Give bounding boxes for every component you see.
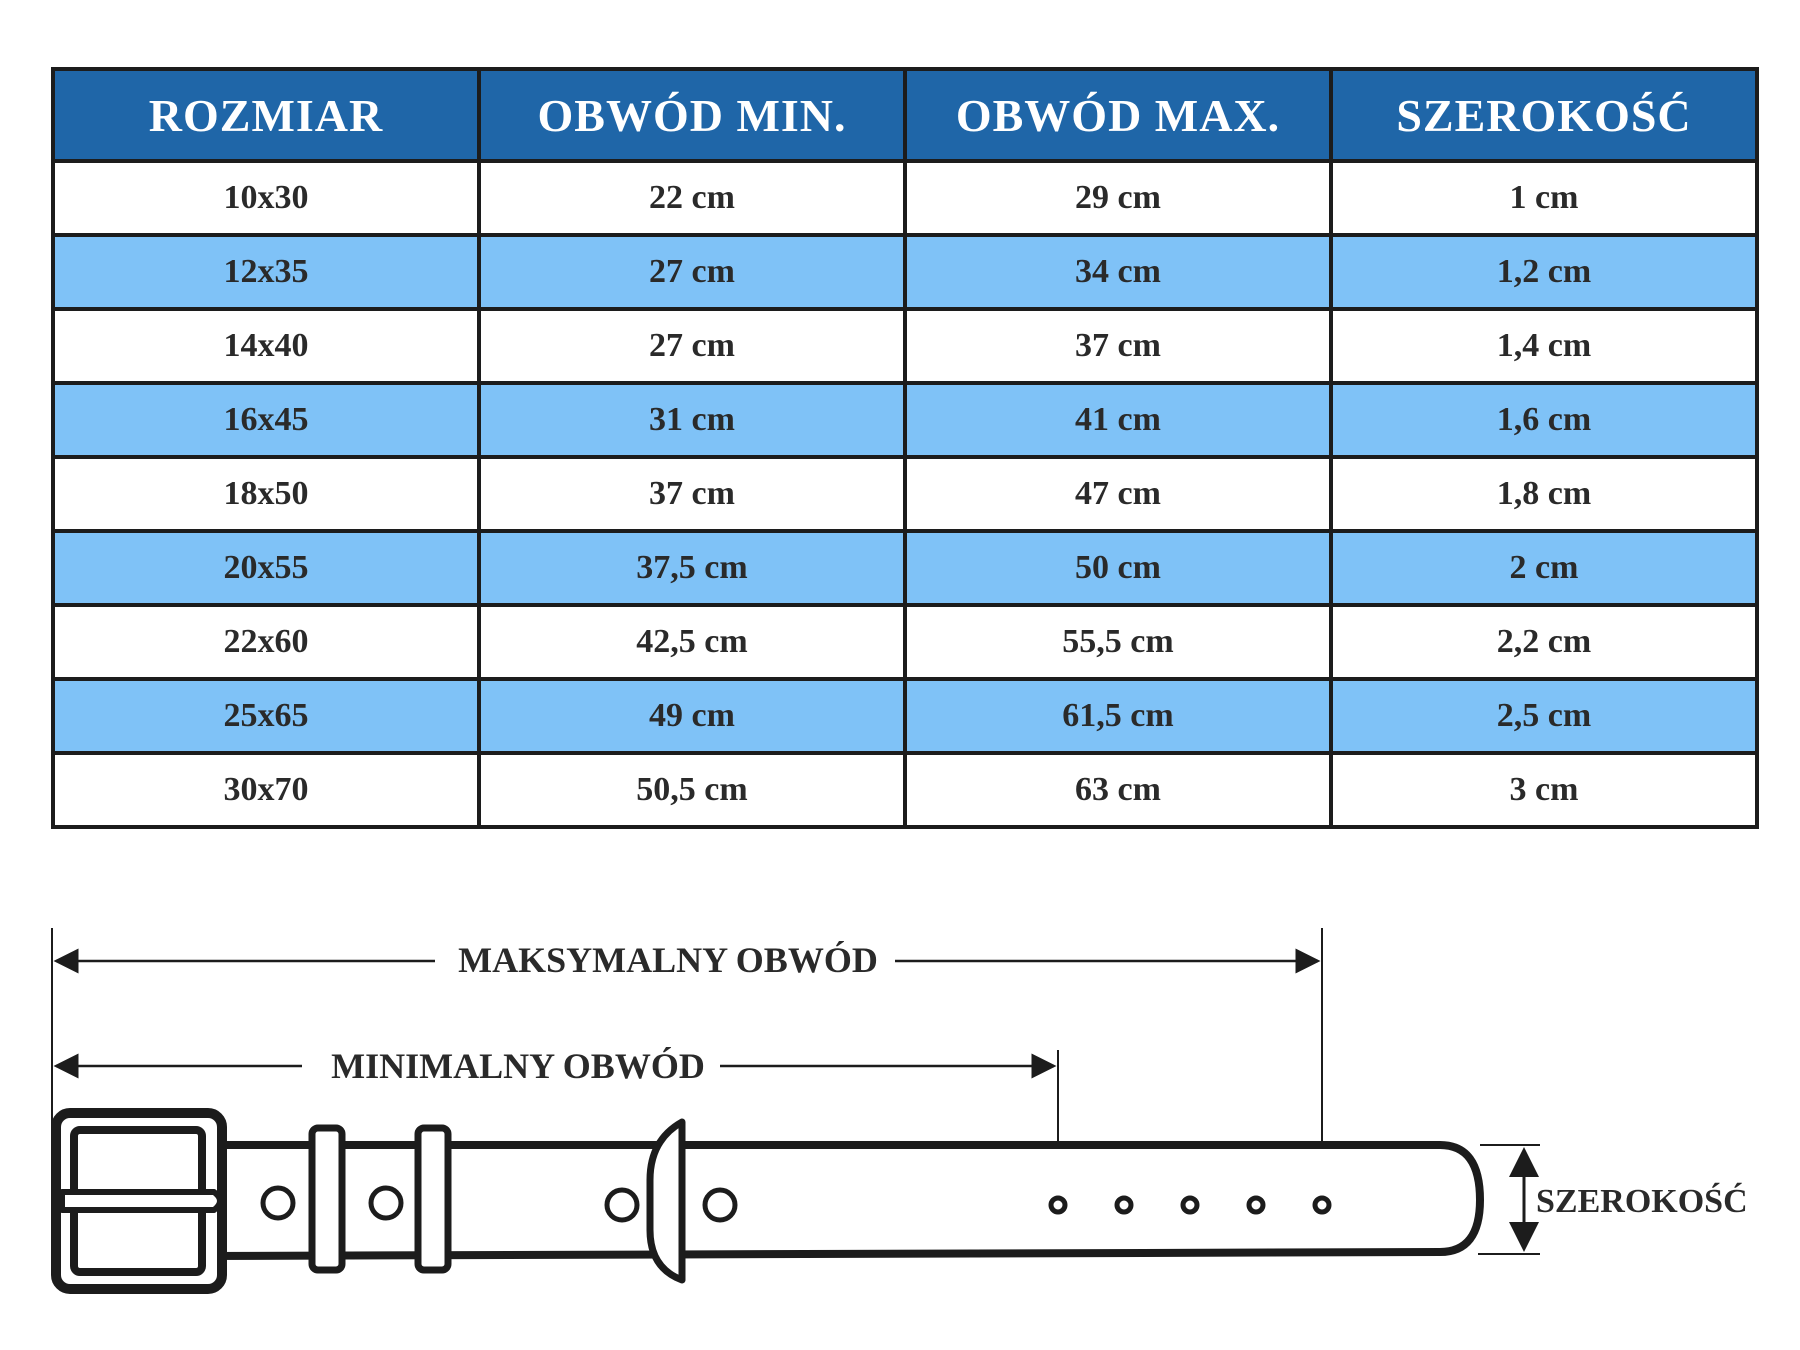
max-circumference-dimension xyxy=(56,940,1318,980)
cell-size: 22x60 xyxy=(53,605,479,679)
cell-max: 61,5 cm xyxy=(905,679,1331,753)
table-row xyxy=(53,383,1757,457)
header-min-circumference: OBWÓD MIN. xyxy=(479,69,905,161)
cell-width: 1,6 cm xyxy=(1331,383,1757,457)
table-row xyxy=(53,309,1757,383)
cell-width: 2 cm xyxy=(1331,531,1757,605)
cell-size: 14x40 xyxy=(53,309,479,383)
table-row xyxy=(53,161,1757,235)
belt-illustration xyxy=(56,1113,1480,1289)
cell-size: 12x35 xyxy=(53,235,479,309)
table-row xyxy=(53,753,1757,827)
cell-min: 37,5 cm xyxy=(479,531,905,605)
cell-max: 37 cm xyxy=(905,309,1331,383)
cell-width: 3 cm xyxy=(1331,753,1757,827)
table-row xyxy=(53,679,1757,753)
cell-width: 1,2 cm xyxy=(1331,235,1757,309)
cell-min: 31 cm xyxy=(479,383,905,457)
cell-min: 50,5 cm xyxy=(479,753,905,827)
cell-max: 47 cm xyxy=(905,457,1331,531)
keeper-loop-1 xyxy=(312,1128,342,1270)
size-table xyxy=(51,67,1759,829)
header-max-circumference: OBWÓD MAX. xyxy=(905,69,1331,161)
max-circumference-label: MAKSYMALNY OBWÓD xyxy=(458,940,878,980)
cell-size: 10x30 xyxy=(53,161,479,235)
width-label: SZEROKOŚĆ xyxy=(1536,1183,1748,1220)
header-size: ROZMIAR xyxy=(53,69,479,161)
table-row xyxy=(53,531,1757,605)
width-dimension xyxy=(1478,1145,1748,1254)
belt-strap xyxy=(200,1145,1480,1256)
cell-min: 27 cm xyxy=(479,235,905,309)
cell-max: 34 cm xyxy=(905,235,1331,309)
keeper-loop-2 xyxy=(418,1128,448,1270)
cell-min: 22 cm xyxy=(479,161,905,235)
cell-size: 16x45 xyxy=(53,383,479,457)
cell-width: 1,8 cm xyxy=(1331,457,1757,531)
min-circumference-dimension xyxy=(56,1046,1054,1086)
cell-size: 30x70 xyxy=(53,753,479,827)
cell-size: 18x50 xyxy=(53,457,479,531)
cell-max: 41 cm xyxy=(905,383,1331,457)
cell-min: 49 cm xyxy=(479,679,905,753)
table-row xyxy=(53,235,1757,309)
cell-width: 2,5 cm xyxy=(1331,679,1757,753)
cell-min: 37 cm xyxy=(479,457,905,531)
table-row xyxy=(53,605,1757,679)
table-header-row xyxy=(53,69,1757,161)
cell-width: 1 cm xyxy=(1331,161,1757,235)
header-width: SZEROKOŚĆ xyxy=(1331,69,1757,161)
cell-max: 55,5 cm xyxy=(905,605,1331,679)
cell-max: 63 cm xyxy=(905,753,1331,827)
buckle-prong xyxy=(62,1192,220,1210)
table-row xyxy=(53,457,1757,531)
cell-width: 2,2 cm xyxy=(1331,605,1757,679)
min-circumference-label: MINIMALNY OBWÓD xyxy=(331,1046,705,1086)
strap-fold xyxy=(650,1122,682,1280)
cell-size: 20x55 xyxy=(53,531,479,605)
cell-max: 29 cm xyxy=(905,161,1331,235)
cell-size: 25x65 xyxy=(53,679,479,753)
cell-min: 27 cm xyxy=(479,309,905,383)
cell-width: 1,4 cm xyxy=(1331,309,1757,383)
belt-diagram xyxy=(0,900,1800,1300)
cell-min: 42,5 cm xyxy=(479,605,905,679)
cell-max: 50 cm xyxy=(905,531,1331,605)
